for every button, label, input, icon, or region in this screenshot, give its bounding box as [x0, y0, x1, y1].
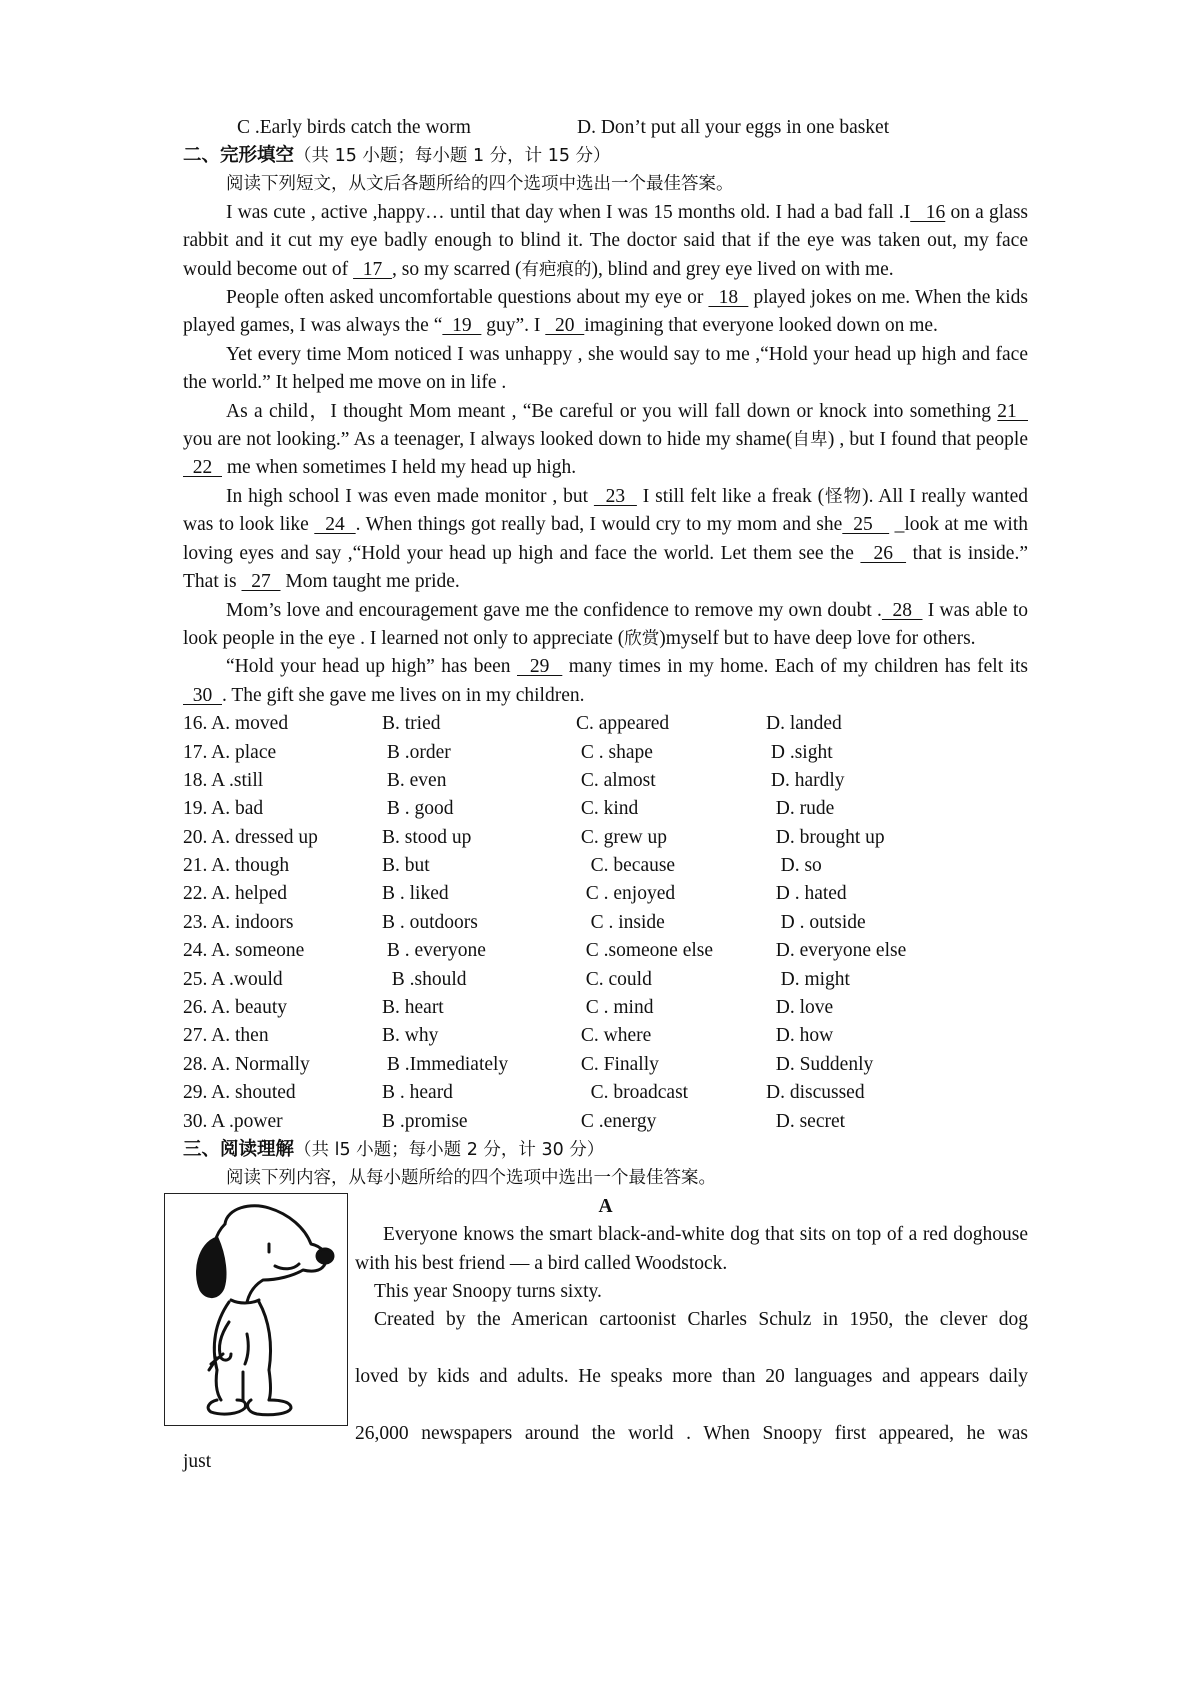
passage-a-body [355, 1221, 1028, 1448]
section2-title: 二、完形填空 [183, 145, 295, 166]
snoopy-icon [165, 1194, 346, 1424]
option-choice: D. might [766, 968, 850, 990]
option-choice: C. grew up [576, 826, 667, 848]
option-choice: B . heard [382, 1082, 453, 1104]
passage-text: me when sometimes I held my head up high. [222, 457, 577, 479]
option-choice: 27. A. then [183, 1025, 269, 1047]
option-choice: 19. A. bad [183, 798, 264, 820]
option-choice: B. heart [382, 997, 444, 1019]
option-choice: B . everyone [382, 940, 486, 962]
passage-text: _look at me with loving eyes and say ,“Hold your head up high and face the world. Let them see the [183, 514, 1029, 564]
section3-heading [183, 1136, 1028, 1164]
option-choice: D. rude [766, 798, 835, 820]
cloze-blank: 16 [910, 201, 946, 223]
cloze-paragraph [183, 653, 1028, 710]
option-row [183, 852, 1028, 880]
chinese-gloss: 有疤痕的 [521, 259, 592, 280]
option-choice: 25. A .would [183, 968, 283, 990]
option-choice: C. Finally [576, 1053, 659, 1075]
passage-text: on a glass rabbit and it cut my eye badly enough to blind it. The doctor said that if the eye was taken out, my face would become out of [183, 201, 1028, 280]
option-choice: B . outdoors [382, 911, 478, 933]
option-choice: C .energy [576, 1110, 657, 1132]
cloze-blank: 29 [517, 656, 563, 678]
passage-text: played jokes on me. When the kids played games, I was always the “ [183, 287, 1029, 337]
option-choice: D. everyone else [766, 940, 907, 962]
passage-a-line: just [183, 1451, 212, 1473]
cloze-blank: 18 [708, 287, 749, 309]
option-choice: D . hated [766, 883, 847, 905]
cloze-blank: 23 [593, 485, 637, 507]
option-choice: C. almost [576, 769, 656, 791]
cloze-blank: 22 [183, 457, 222, 479]
passage-text: guy”. I [481, 315, 546, 337]
passage-text: ), blind and grey eye lived on with me. [591, 258, 894, 280]
passage-text: ). All I really wanted was to look like [183, 485, 1028, 536]
option-choice: D. hardly [766, 769, 845, 791]
option-choice: B. why [382, 1025, 439, 1047]
cloze-paragraph [183, 483, 1028, 597]
option-choice: C. broadcast [576, 1082, 689, 1104]
option-row [183, 767, 1028, 795]
section2-heading [183, 142, 1028, 170]
passage-a-heading: A [598, 1195, 613, 1217]
option-choice: C. appeared [576, 713, 670, 735]
option-row [183, 824, 1028, 852]
section3-instruction: 阅读下列内容，从每小题所给的四个选项中选出一个最佳答案。 [226, 1168, 716, 1189]
option-choice: B . liked [382, 883, 449, 905]
option-choice: B. but [382, 855, 430, 877]
passage-text: )myself but to have deep love for others. [659, 627, 976, 649]
cloze-paragraph [183, 284, 1028, 341]
cloze-blank: 25 [842, 514, 890, 536]
passage-a-line: Created by the American cartoonist Charles Schulz in 1950, the clever dog [374, 1309, 1028, 1331]
passage-text: I was able to look people in the eye . I learned not only to appreciate ( [183, 599, 1029, 649]
passage-text: Mom’s love and encouragement gave me the confidence to remove my own doubt . [226, 599, 882, 621]
previous-question-options [183, 114, 1028, 142]
option-row [183, 1108, 1028, 1136]
option-c: C .Early birds catch the worm [237, 117, 471, 138]
option-choice: C .someone else [576, 940, 714, 962]
chinese-gloss: 欣赏 [624, 628, 660, 649]
passage-text: I still felt like a freak ( [636, 485, 825, 507]
chinese-gloss: 自卑 [792, 430, 828, 451]
option-choice: D. secret [766, 1110, 846, 1132]
option-choice: 23. A. indoors [183, 911, 294, 933]
section3-note: （共 l5 小题；每小题 2 分，计 30 分） [294, 1139, 605, 1160]
option-row [183, 1079, 1028, 1107]
cloze-blank: 27 [241, 571, 281, 593]
passage-text: Mom taught me pride. [280, 571, 460, 593]
cloze-blank: 21 [997, 400, 1028, 422]
option-row [183, 1022, 1028, 1050]
option-choice: 16. A. moved [183, 713, 289, 735]
option-row [183, 739, 1028, 767]
option-row [183, 1051, 1028, 1079]
option-choice: D . outside [766, 911, 866, 933]
cloze-blank: 19 [442, 315, 482, 337]
option-choice: D. brought up [766, 826, 885, 848]
option-choice: C . shape [576, 741, 653, 763]
option-choice: B .Immediately [382, 1053, 509, 1075]
cloze-blank: 17 [353, 258, 393, 280]
passage-text: . The gift she gave me lives on in my children. [222, 684, 585, 706]
cloze-blank: 26 [860, 542, 907, 564]
option-choice: D. Suddenly [766, 1053, 874, 1075]
option-choice: B. stood up [382, 826, 472, 848]
option-choice: C. could [576, 968, 652, 990]
cloze-paragraph [183, 341, 1028, 398]
option-row [183, 795, 1028, 823]
option-choice: D .sight [766, 741, 833, 763]
option-choice: 17. A. place [183, 741, 277, 763]
option-choice: 30. A .power [183, 1110, 283, 1132]
section3-title: 三、阅读理解 [183, 1138, 295, 1160]
cloze-options [183, 710, 1028, 1136]
option-d: D. Don’t put all your eggs in one basket [577, 117, 890, 138]
snoopy-illustration [164, 1193, 348, 1426]
option-choice: D. how [766, 1025, 834, 1047]
cloze-blank: 28 [881, 599, 923, 621]
section2-note: （共 15 小题；每小题 1 分，计 15 分） [294, 146, 611, 166]
option-choice: D. discussed [766, 1082, 865, 1104]
passage-text: In high school I was even made monitor , but [226, 485, 594, 507]
cloze-passage [183, 199, 1028, 710]
option-choice: C . inside [576, 911, 665, 933]
option-choice: B .should [382, 968, 467, 990]
passage-a-line: loved by kids and adults. He speaks more than 20 languages and appears daily [355, 1366, 1028, 1388]
section2-instruction: 阅读下列短文，从文后各题所给的四个选项中选出一个最佳答案。 [226, 174, 734, 195]
passage-text: imagining that everyone looked down on me. [584, 315, 938, 337]
option-row [183, 994, 1028, 1022]
option-choice: C. because [576, 855, 676, 877]
cloze-paragraph [183, 597, 1028, 654]
option-choice: B. even [382, 769, 447, 791]
option-choice: B. tried [382, 713, 441, 735]
passage-text: ) , but I found that people [827, 429, 1029, 451]
option-choice: C . enjoyed [576, 883, 676, 905]
cloze-blank: 20 [545, 315, 585, 337]
passage-text: Yet every time Mom noticed I was unhappy , she would say to me ,“Hold your head up high and face the world.” It helped me move on in life . [183, 343, 1028, 394]
cloze-paragraph [183, 398, 1028, 483]
option-choice: 24. A. someone [183, 940, 305, 962]
option-choice: C. where [576, 1025, 652, 1047]
passage-a-line: This year Snoopy turns sixty. [374, 1281, 602, 1303]
option-row [183, 909, 1028, 937]
option-row [183, 710, 1028, 738]
passage-text: I was cute , active ,happy… until that day when I was 15 months old. I had a bad fall .I [226, 201, 911, 223]
passage-a-line: 26,000 newspapers around the world . When Snoopy first appeared, he was [355, 1423, 1028, 1445]
passage-text: People often asked uncomfortable questions about my eye or [226, 287, 709, 309]
option-row [183, 880, 1028, 908]
passage-text: many times in my home. Each of my children has felt its [562, 656, 1029, 678]
passage-text: As a child，I thought Mom meant , “Be careful or you will fall down or knock into something [226, 400, 998, 422]
passage-text: you are not looking.” As a teenager, I always looked down to hide my shame( [183, 429, 793, 451]
option-choice: B .promise [382, 1110, 468, 1132]
reading-passage-a [183, 1193, 1028, 1477]
passage-text: . When things got really bad, I would cry to my mom and she [355, 514, 843, 536]
passage-text: “Hold your head up high” has been [226, 656, 517, 678]
option-choice: C. kind [576, 798, 639, 820]
option-choice: 28. A. Normally [183, 1053, 310, 1075]
chinese-gloss: 怪物 [824, 486, 863, 507]
exam-page [183, 114, 1028, 1477]
option-choice: 21. A. though [183, 855, 290, 877]
option-choice: 22. A. helped [183, 883, 287, 905]
option-choice: B . good [382, 798, 454, 820]
option-choice: 20. A. dressed up [183, 826, 318, 848]
passage-a-line: Everyone knows the smart black-and-white dog that sits on top of a red doghouse with his best friend — a bird called Woodstock. [355, 1224, 1028, 1274]
cloze-blank: 30 [183, 684, 222, 706]
passage-text: , so my scarred ( [392, 258, 522, 280]
option-choice: D. so [766, 855, 822, 877]
option-choice: C . mind [576, 997, 654, 1019]
option-choice: 18. A .still [183, 769, 264, 791]
passage-text: that is inside.” That is [183, 542, 1028, 593]
option-choice: D. landed [766, 713, 842, 735]
option-choice: 26. A. beauty [183, 997, 287, 1019]
option-choice: D. love [766, 997, 834, 1019]
option-choice: 29. A. shouted [183, 1082, 296, 1104]
option-row [183, 966, 1028, 994]
option-row [183, 937, 1028, 965]
option-choice: B .order [382, 741, 451, 763]
cloze-blank: 24 [314, 514, 356, 536]
cloze-paragraph [183, 199, 1028, 284]
